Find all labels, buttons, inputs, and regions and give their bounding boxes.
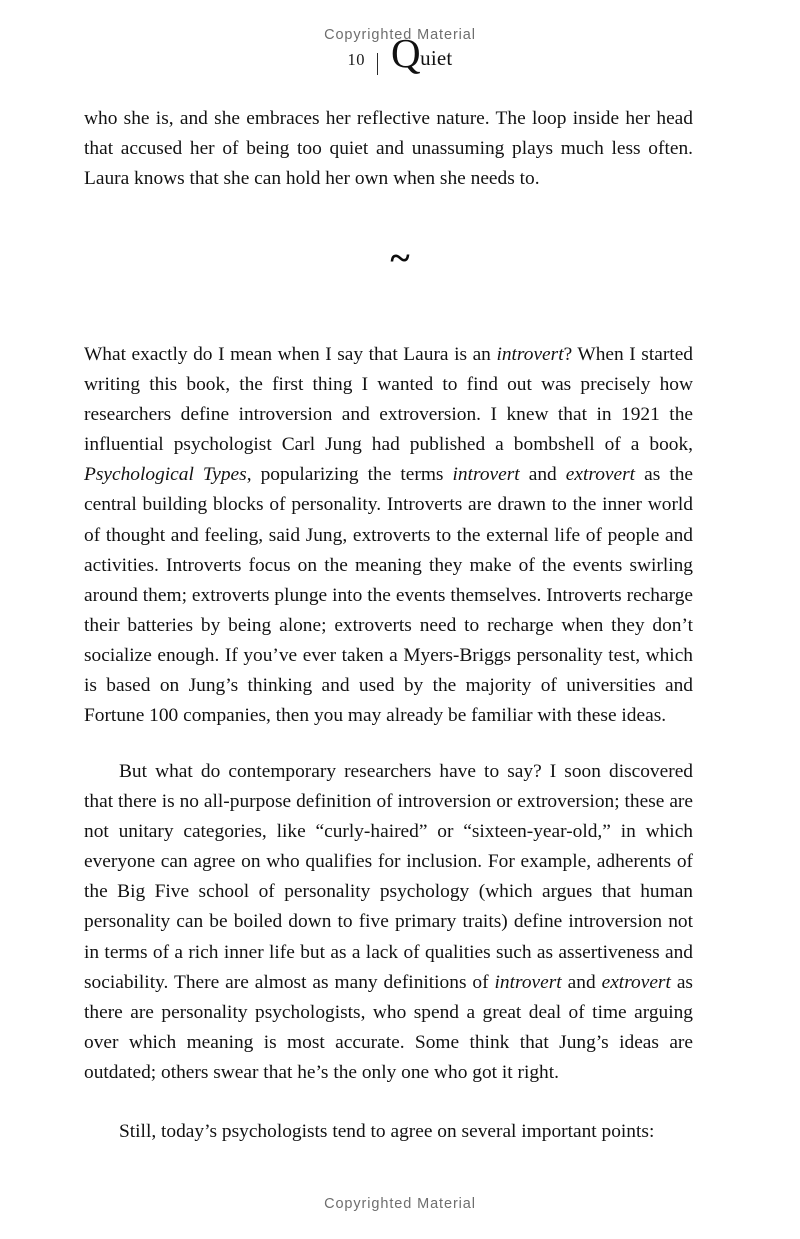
italic-term: introvert (494, 971, 562, 993)
page-number: 10 (347, 50, 366, 69)
paragraph-text (84, 1117, 693, 1147)
paragraph-still-today (84, 1117, 693, 1147)
paragraph-text (84, 757, 693, 1088)
title-remainder: uiet (420, 46, 453, 70)
paragraph-text (84, 340, 693, 731)
running-head-divider (377, 53, 378, 75)
text-run: and (519, 464, 566, 486)
copyright-watermark-bottom: Copyrighted Material (324, 1196, 476, 1212)
text-run: What exactly do I mean when I say that Laura is an (84, 344, 497, 365)
book-title (391, 30, 453, 76)
text-run: as there are personality psychologists, who spend a great deal of time arguing over which meaning is most accurate. Some think that Jung’s ideas are outdated; others swear that he’s the only one who got it right. (84, 971, 693, 1083)
section-break-ornament: ~ (390, 238, 410, 279)
paragraph-continued (84, 104, 693, 194)
italic-term: introvert (496, 344, 564, 365)
paragraph-text (84, 104, 693, 194)
paragraph-what-exactly (84, 340, 693, 731)
italic-term: introvert (452, 464, 520, 486)
text-run: and (561, 971, 602, 993)
text-run: ? When I started writing this book, the first thing I wanted to find out was precisely how researchers define introversion and extroversion. I knew that in 1921 the influential psychologist Carl Jung had published a bombshell of a book, (84, 344, 693, 456)
italic-term: extrovert (565, 464, 636, 486)
italic-term: extrovert (601, 971, 671, 993)
text-run: as the central building blocks of personality. Introverts are drawn to the inner world of thought and feeling, said Jung, extroverts to the external life of people and activities. Introverts focus on the meaning they make of the events swirling around them; extroverts plunge into the events themselves. Introverts recharge their batteries by being alone; extroverts need to recharge when they don’t socialize enough. If you’ve ever taken a Myers-Briggs personality test, which is based on Jung’s thinking and used by the majority of universities and Fortune 100 companies, then you may already be familiar with these ideas. (84, 464, 694, 727)
text-run: Still, today’s psychologists tend to agree on several important points: (119, 1121, 655, 1142)
text-run: who she is, and she embraces her reflective nature. The loop inside her head that accused her of being too quiet and unassuming plays much less often. Laura knows that she can hold her own when she needs to. (84, 108, 693, 190)
text-run: , popularizing the terms (246, 464, 453, 486)
copyright-watermark-top: Copyrighted Material (324, 27, 476, 43)
italic-term: Psychological Types (84, 464, 247, 486)
title-drop-cap: Q (391, 30, 421, 76)
text-run: But what do contemporary researchers have to say? I soon discovered that there is no all-purpose definition of introversion or extroversion; these are not unitary categories, like “curly-haired” or “sixteen-year-old,” in which everyone can agree on who qualifies for inclusion. For example, adherents of the Big Five school of personality psychology (which argues that human personality can be boiled down to five primary traits) define introversion not in terms of a rich inner life but as a lack of qualities such as assertiveness and sociability. There are almost as many definitions of (84, 761, 693, 993)
paragraph-but-what-do (84, 757, 693, 1088)
